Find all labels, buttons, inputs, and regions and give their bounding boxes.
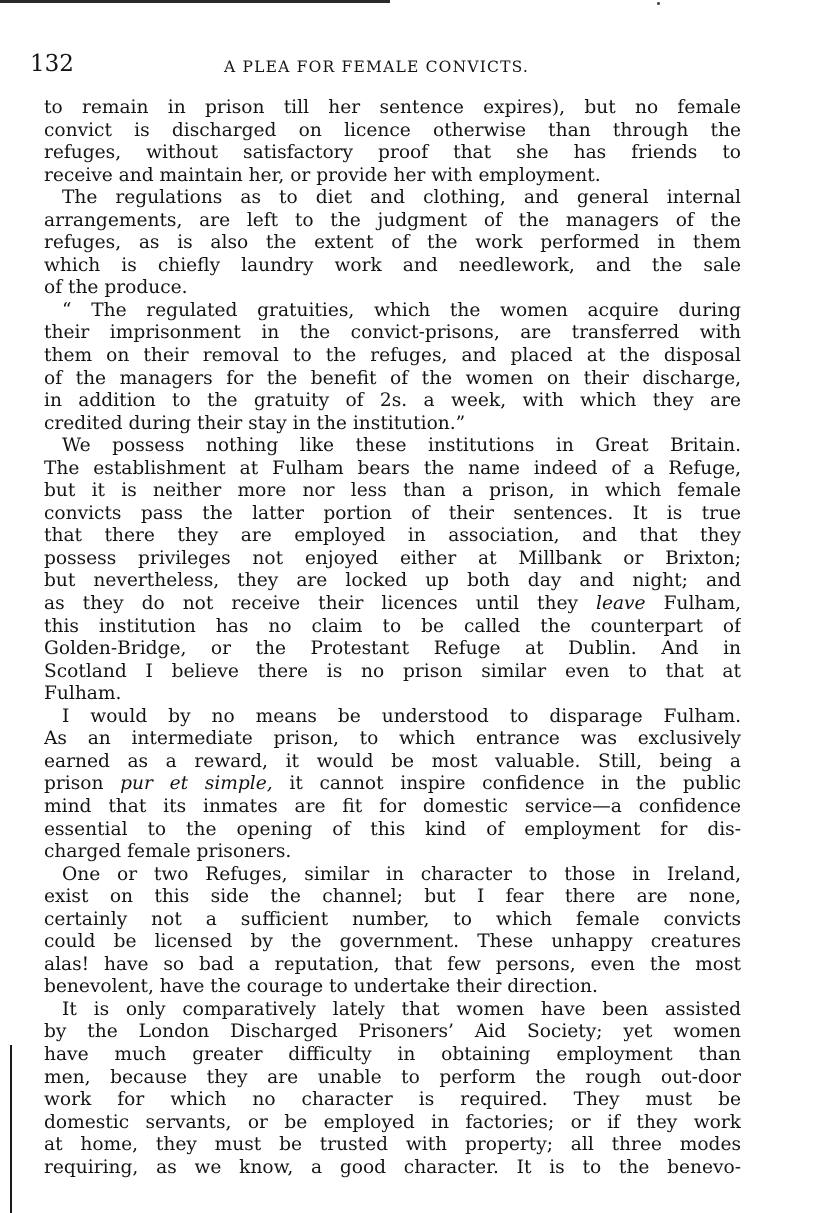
text-line: As an intermediate prison, to which entrance was exclusively: [44, 728, 741, 750]
text-line: work for which no character is required. They must be: [44, 1089, 741, 1111]
text-line: The regulations as to diet and clothing, and general internal: [62, 187, 741, 209]
text-line: which is chiefly laundry work and needlework, and the sale: [44, 254, 741, 276]
text-line: of the produce.: [44, 277, 188, 299]
top-rule: [0, 0, 390, 3]
text-line: essential to the opening of this kind of employment for dis-: [44, 818, 741, 840]
text-line: refuges, without satisfactory proof that she has friends to: [44, 142, 741, 164]
text-line: I would by no means be understood to disparage Fulham.: [62, 705, 741, 727]
text-line: earned as a reward, it would be most valuable. Still, being a: [44, 750, 741, 772]
page-edge-bar: [10, 1045, 12, 1213]
text-line: of the managers for the benefit of the women on their discharge,: [44, 367, 741, 389]
italic-run: pur et simple,: [120, 773, 273, 795]
text-line: have much greater difficulty in obtaining employment than: [44, 1043, 741, 1065]
text-line: domestic servants, or be employed in factories; or if they work: [44, 1111, 741, 1133]
text-line: It is only comparatively lately that women have been assisted: [62, 998, 741, 1020]
text-line: at home, they must be trusted with property; all three modes: [44, 1134, 741, 1156]
text-line: but it is neither more nor less than a prison, in which female: [44, 480, 741, 502]
text-line: in addition to the gratuity of 2s. a week, with which they are: [44, 390, 741, 412]
top-dot: [657, 2, 660, 5]
text-line: Scotland I believe there is no prison similar even to that at: [44, 660, 741, 682]
text-line: convict is discharged on licence otherwise than through the: [44, 119, 741, 141]
text-line: certainly not a sufficient number, to which female convicts: [44, 908, 741, 930]
text-line-with-italic: [44, 593, 741, 616]
text-line: Golden-Bridge, or the Protestant Refuge at Dublin. And in: [44, 638, 741, 660]
text-line: One or two Refuges, similar in character to those in Ireland,: [62, 863, 741, 885]
text-line: that there they are employed in association, and that they: [44, 525, 741, 547]
text-line: possess privileges not enjoyed either at Millbank or Brixton;: [44, 547, 741, 569]
text-run: Fulham,: [663, 593, 741, 615]
text-line: by the London Discharged Prisoners’ Aid Society; yet women: [44, 1021, 741, 1043]
text-line: The establishment at Fulham bears the name indeed of a Refuge,: [44, 457, 741, 479]
italic-run: leave: [596, 593, 646, 615]
text-line: exist on this side the channel; but I fear there are none,: [44, 886, 741, 908]
text-line: this institution has no claim to be called the counterpart of: [44, 615, 741, 637]
text-line: them on their removal to the refuges, and placed at the disposal: [44, 345, 741, 367]
text-line: credited during their stay in the institution.”: [44, 412, 466, 434]
text-line: men, because they are unable to perform the rough out-door: [44, 1066, 741, 1088]
text-line: refuges, as is also the extent of the work performed in them: [44, 232, 741, 254]
text-line: mind that its inmates are fit for domestic service—a confidence: [44, 795, 741, 817]
text-run: prison: [44, 773, 104, 795]
text-line: benevolent, have the courage to undertake their direction.: [44, 976, 598, 998]
text-run: as they do not receive their licences until they: [44, 593, 578, 615]
text-line: receive and maintain her, or provide her with employment.: [44, 164, 601, 186]
text-line: to remain in prison till her sentence expires), but no female: [44, 97, 741, 118]
page-header: [28, 50, 768, 84]
text-line: “ The regulated gratuities, which the women acquire during: [62, 299, 741, 321]
text-line: their imprisonment in the convict-prisons, are transferred with: [44, 322, 741, 344]
text-run: it cannot inspire confidence in the public: [289, 773, 741, 795]
text-line: could be licensed by the government. These unhappy creatures: [44, 931, 741, 953]
text-line: charged female prisoners.: [44, 841, 292, 863]
page-number: 132: [30, 51, 74, 77]
text-line: alas! have so bad a reputation, that few persons, even the most: [44, 953, 741, 975]
text-line-with-italic: [44, 773, 741, 796]
text-line: convicts pass the latter portion of their sentences. It is true: [44, 502, 741, 524]
body-text: [44, 97, 741, 1179]
text-line: but nevertheless, they are locked up both day and night; and: [44, 570, 741, 592]
text-line: We possess nothing like these institutions in Great Britain.: [62, 435, 741, 457]
text-line: requiring, as we know, a good character. It is to the benevo-: [44, 1156, 741, 1178]
running-title: A PLEA FOR FEMALE CONVICTS.: [224, 58, 530, 76]
text-line: Fulham.: [44, 683, 122, 705]
text-line: arrangements, are left to the judgment of the managers of the: [44, 209, 741, 231]
